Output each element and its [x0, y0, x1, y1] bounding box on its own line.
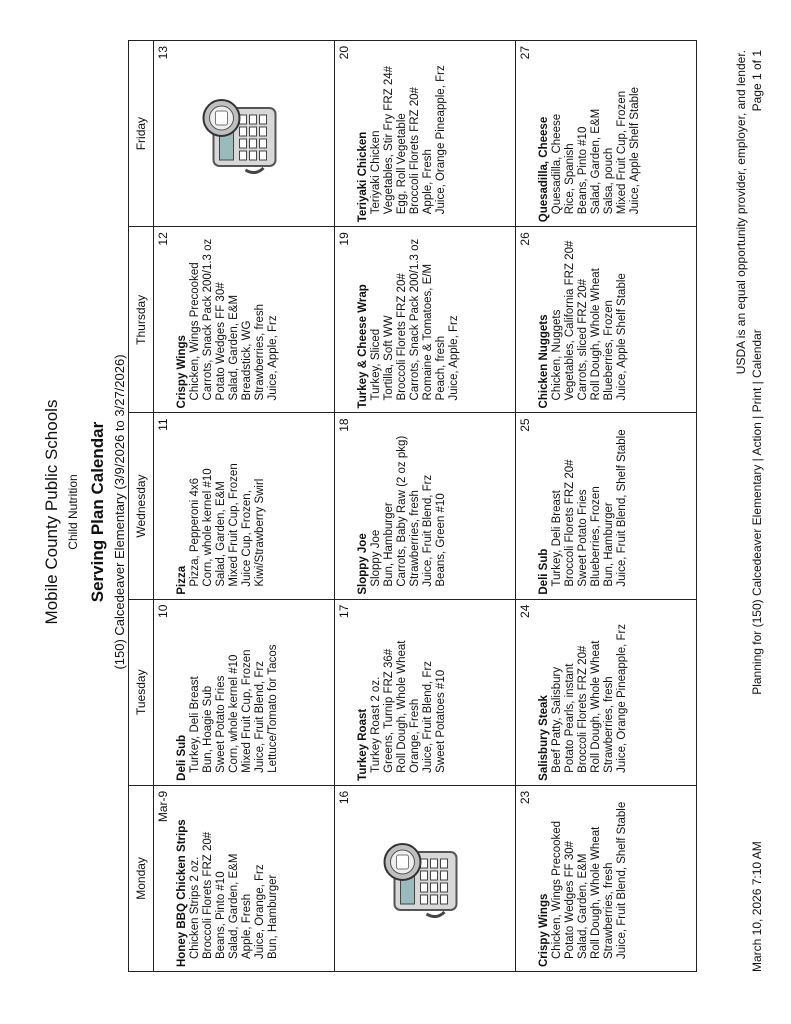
calculator-icon — [377, 832, 474, 924]
menu-item: Potato Pearls, instant — [564, 663, 576, 773]
day-number: 16 — [337, 790, 351, 805]
menu-item: Corn, whole kernel #10 — [228, 654, 240, 773]
day-cell — [516, 599, 697, 785]
day-cell — [154, 599, 335, 785]
day-number: 27 — [518, 46, 532, 60]
menu-item: Salad, Garden, E&M — [577, 853, 589, 959]
menu-item: Roll Dough, Whole Wheat — [590, 640, 602, 773]
day-menu — [538, 231, 629, 408]
weekday-header: Friday — [129, 41, 154, 227]
menu-item: Juice, Fruit Blend, Shelf Stable — [616, 801, 628, 959]
day-menu — [538, 790, 629, 967]
day-number: 11 — [156, 418, 170, 431]
day-cell — [154, 413, 335, 599]
menu-item: Chicken, Wings Precooked — [551, 820, 563, 959]
menu-item: Beans, Green #10 — [435, 493, 447, 587]
calendar-body — [154, 41, 697, 972]
menu-item: Juice, Orange Pineapple, Frz — [616, 623, 628, 773]
menu-item: Roll Dough, Whole Wheat — [590, 268, 602, 401]
organization-name: Mobile County Public Schools — [42, 399, 61, 625]
menu-item: Carrots, sliced FRZ 20# — [577, 279, 589, 401]
day-number: 25 — [518, 418, 532, 432]
menu-item: Sweet Potato Fries — [215, 675, 227, 773]
day-cell — [335, 599, 516, 785]
menu-item: Salad, Garden, E&M — [590, 108, 602, 215]
menu-item: Bun, Hamburger — [603, 502, 615, 587]
week-row — [516, 41, 697, 972]
day-menu — [176, 790, 280, 967]
menu-item: Broccoli Florets FRZ 20# — [202, 831, 214, 959]
entree-name: Deli Sub — [176, 734, 188, 781]
menu-item: Turkey, Sliced — [370, 328, 382, 401]
day-number: Mar-9 — [156, 790, 170, 823]
menu-item: Strawberries, fresh — [603, 862, 615, 959]
day-menu — [538, 417, 629, 594]
menu-item: Bun, Hamburger — [383, 502, 395, 587]
day-cell — [516, 227, 697, 413]
menu-item: Mixed Fruit Cup, Frozen — [241, 649, 253, 773]
entree-name: Turkey & Cheese Wrap — [357, 284, 369, 409]
menu-item: Strawberries, fresh — [603, 676, 615, 773]
entree-name: Pizza — [176, 565, 188, 595]
menu-item: Salad, Garden, E&M — [228, 294, 240, 401]
calendar-table — [128, 40, 697, 972]
menu-item: Romaine & Tomatoes, E/M — [422, 263, 434, 401]
entree-name: Quesadilla, Cheese — [538, 116, 550, 223]
menu-item: Greens, Turnip FRZ 36# — [383, 648, 395, 773]
menu-item: Juice, Fruit Blend, Frz — [422, 474, 434, 587]
menu-item: Potato Wedges FF 30# — [215, 282, 227, 401]
day-menu — [357, 417, 448, 594]
day-cell — [516, 785, 697, 971]
day-cell — [335, 785, 516, 971]
menu-item: Beans, Pinto #10 — [577, 126, 589, 215]
menu-item: Corn, whole kernel #10 — [202, 468, 214, 587]
menu-item: Juice, Orange, Frz — [254, 864, 266, 959]
menu-item: Vegetables, Stir Fry FRZ 24# — [383, 65, 395, 215]
day-cell — [154, 227, 335, 413]
entree-name: Crispy Wings — [538, 893, 550, 967]
entree-name: Chicken Nuggets — [538, 314, 550, 409]
department-name: Child Nutrition — [66, 474, 80, 550]
print-date: March 10, 2026 7:10 AM — [750, 841, 764, 972]
menu-item: Juice, Apple, Frz — [267, 315, 279, 401]
menu-item: Turkey Roast 2 oz. — [370, 676, 382, 773]
day-cell — [154, 41, 335, 227]
day-number: 10 — [156, 604, 170, 618]
weekday-header: Tuesday — [129, 599, 154, 785]
day-menu — [176, 604, 280, 781]
day-number: 23 — [518, 790, 532, 805]
menu-item: Sloppy Joe — [370, 529, 382, 587]
menu-item: Broccoli Florets FRZ 20# — [409, 87, 421, 215]
menu-item: Carrots, Baby Raw (2 oz pkg) — [396, 435, 408, 587]
menu-item: Tortilla, Soft WW — [383, 315, 395, 401]
menu-item: Quesadilla, Cheese — [551, 113, 563, 215]
entree-name: Crispy Wings — [176, 335, 188, 409]
menu-item: Turkey, Deli Breast — [189, 676, 201, 773]
menu-item: Broccoli Florets FRZ 20# — [577, 645, 589, 773]
day-cell — [335, 413, 516, 599]
menu-item: Apple, Fresh — [241, 893, 253, 959]
menu-item: Bun, Hamburger — [267, 874, 279, 959]
menu-item: Beans, Pinto #10 — [215, 871, 227, 959]
menu-item: Strawberries, fresh — [409, 490, 421, 587]
menu-item: Beef Patty, Salisbury — [551, 666, 563, 773]
day-menu — [357, 45, 448, 222]
menu-item: Turkey, Deli Breast — [551, 490, 563, 587]
menu-item: Bun, Hoagie Sub — [202, 685, 214, 773]
menu-item: Salsa, pouch — [603, 147, 615, 215]
menu-item: Strawberries, fresh — [254, 303, 266, 401]
day-number: 20 — [337, 46, 351, 60]
menu-item: Carrots, Snack Pack 200/1.3 oz — [202, 238, 214, 401]
day-cell — [335, 227, 516, 413]
weekday-header-row — [129, 41, 154, 972]
day-menu — [357, 604, 448, 781]
menu-item: Peach, fresh — [435, 335, 447, 401]
planning-links: Planning for (150) Calcedeaver Elementary | Action | Print | Calendar — [750, 329, 764, 695]
week-row — [154, 41, 335, 972]
menu-item: Sweet Potatoes #10 — [435, 669, 447, 773]
menu-item: Teriyaki Chicken — [370, 130, 382, 215]
menu-item: Egg, Roll Vegetable — [396, 113, 408, 215]
menu-item: Juice, Apple Shelf Stable — [616, 273, 628, 401]
calculator-icon — [196, 88, 293, 180]
menu-item: Chicken, Wings Precooked — [189, 262, 201, 401]
page-subtitle: (150) Calcedeaver Elementary (3/9/2026 to 3/27/2026) — [112, 354, 127, 670]
day-menu — [538, 604, 629, 781]
menu-item: Mixed Fruit Cup, Frozen — [616, 90, 628, 215]
menu-item: Salad, Garden, E&M — [215, 481, 227, 587]
menu-item: Juice, Fruit Blend, Frz — [422, 660, 434, 773]
page-number: Page 1 of 1 — [750, 50, 764, 112]
menu-item: Mixed Fruit Cup, Frozen — [228, 463, 240, 587]
menu-item: Rice, Spanish — [564, 143, 576, 215]
day-menu — [357, 231, 461, 408]
menu-item: Juice, Fruit Blend, Shelf Stable — [616, 429, 628, 587]
menu-item: Chicken, Nuggets — [551, 309, 563, 401]
day-number: 26 — [518, 232, 532, 246]
weekday-header: Monday — [129, 785, 154, 971]
day-number: 17 — [337, 604, 351, 618]
day-cell — [335, 41, 516, 227]
menu-item: Roll Dough, Whole Wheat — [590, 826, 602, 959]
day-menu — [538, 45, 642, 222]
entree-name: Teriyaki Chicken — [357, 131, 369, 223]
menu-item: Vegetables, California FRZ 20# — [564, 240, 576, 401]
entree-name: Sloppy Joe — [357, 533, 369, 595]
weekday-header: Wednesday — [129, 413, 154, 599]
menu-item: Juice, Fruit Blend, Frz — [254, 660, 266, 773]
menu-item: Blueberries, Frozen — [603, 300, 615, 401]
page-title: Serving Plan Calendar — [88, 421, 107, 603]
menu-item: Chicken Strips 2 oz. — [189, 856, 201, 959]
day-cell — [516, 413, 697, 599]
menu-item: Broccoli Florets FRZ 20# — [564, 459, 576, 587]
menu-item: Breadstick, WG — [241, 320, 253, 401]
day-number: 13 — [156, 46, 170, 60]
day-menu — [176, 231, 280, 408]
day-number: 19 — [337, 232, 351, 246]
menu-item: Juice Cup, Frozen, — [241, 490, 253, 587]
menu-item: Carrots, Snack Pack 200/1.3 oz — [409, 238, 421, 401]
week-row — [335, 41, 516, 972]
menu-item: Blueberries, Frozen — [590, 486, 602, 587]
menu-item: Pizza, Pepperoni 4x6 — [189, 477, 201, 587]
menu-item: Orange, Fresh — [409, 698, 421, 773]
entree-name: Salisbury Steak — [538, 695, 550, 781]
day-menu — [176, 417, 267, 594]
day-number: 12 — [156, 232, 170, 246]
menu-item: Broccoli Florets FRZ 20# — [396, 273, 408, 401]
menu-item: Potato Wedges FF 30# — [564, 840, 576, 959]
menu-item: Apple, Fresh — [422, 149, 434, 215]
day-number: 18 — [337, 418, 351, 432]
weekday-header: Thursday — [129, 227, 154, 413]
menu-item: Kiwi/Strawberry Swirl — [254, 478, 266, 587]
menu-item: Sweet Potato Fries — [577, 489, 589, 587]
entree-name: Deli Sub — [538, 548, 550, 595]
menu-item: Juice, Apple, Frz — [448, 315, 460, 401]
day-cell — [154, 785, 335, 971]
entree-name: Turkey Roast — [357, 708, 369, 781]
menu-item: Juice, Orange Pineapple, Frz — [435, 65, 447, 215]
day-number: 24 — [518, 604, 532, 618]
menu-item: Roll Dough, Whole Wheat — [396, 640, 408, 773]
usda-statement: USDA is an equal opportunity provider, employer, and lender. — [734, 50, 748, 375]
menu-item: Lettuce/Tomato for Tacos — [267, 644, 279, 773]
menu-item: Juice, Apple Shelf Stable — [629, 87, 641, 215]
day-cell — [516, 41, 697, 227]
entree-name: Honey BBQ Chicken Strips — [176, 819, 188, 967]
menu-item: Salad, Garden, E&M — [228, 853, 240, 959]
